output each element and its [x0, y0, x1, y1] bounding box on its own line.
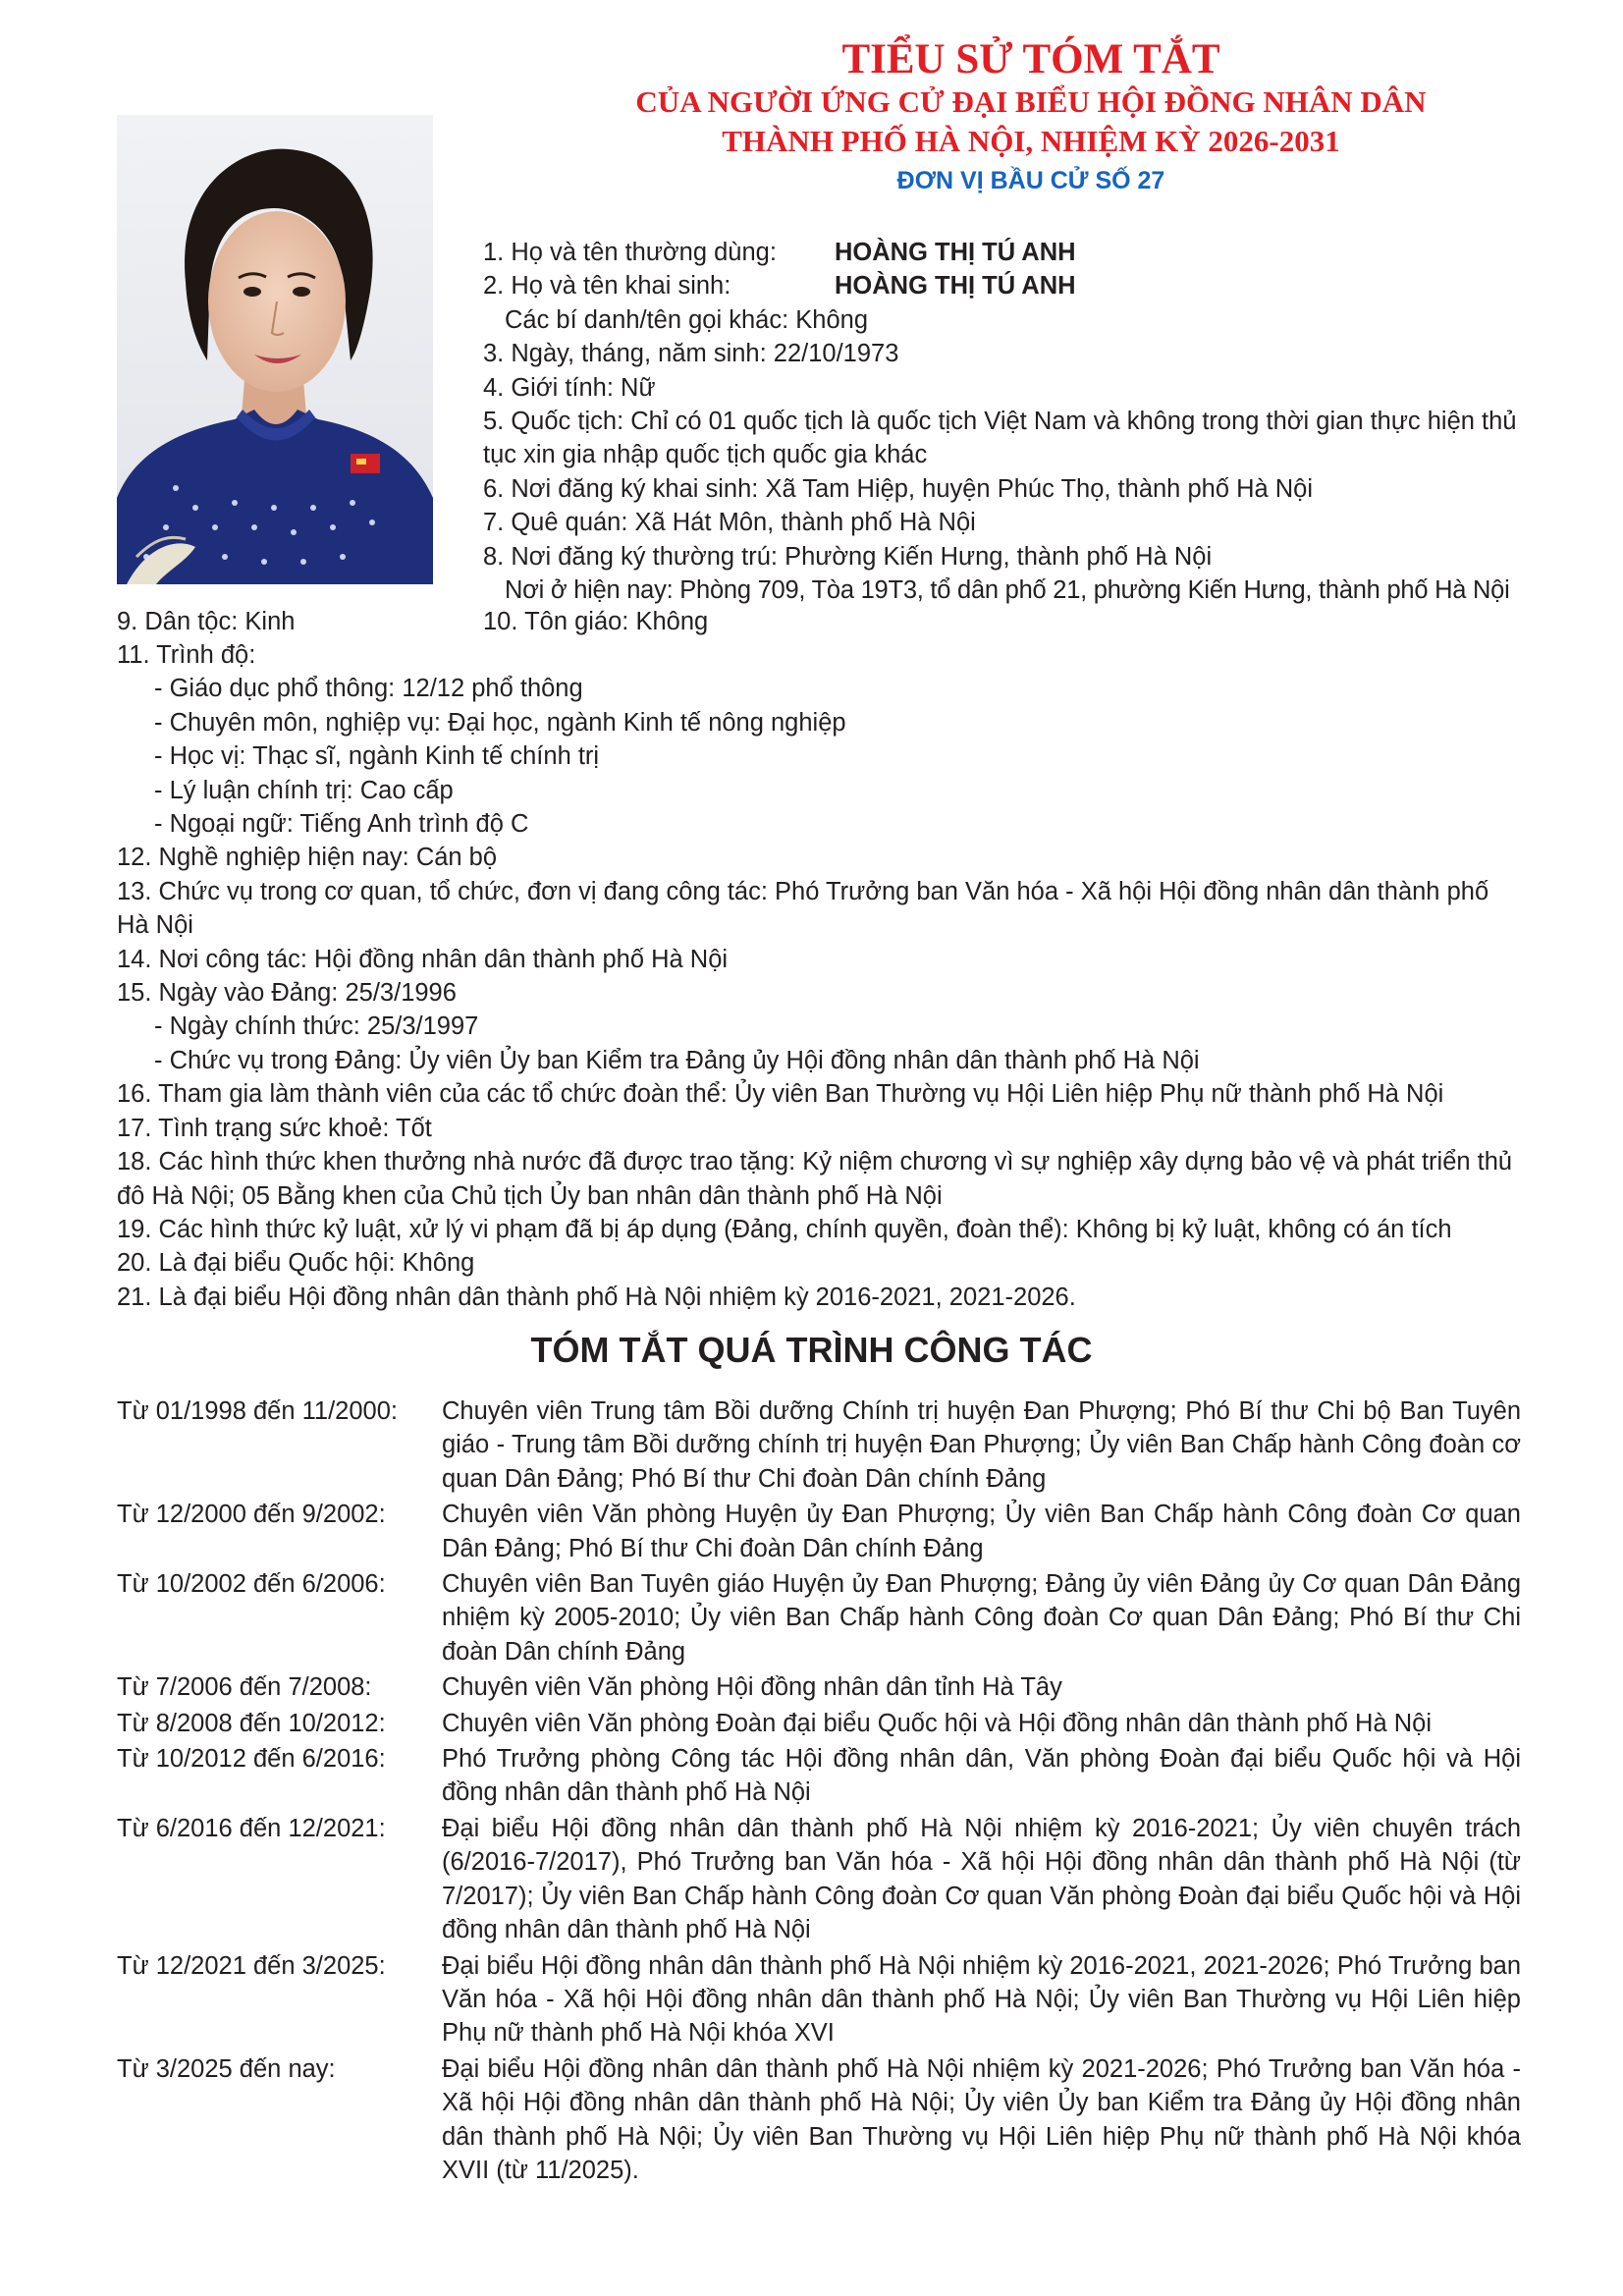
- work-history-list: [117, 1394, 1521, 2189]
- work-history-row: [117, 1394, 1521, 1496]
- common-name-value: HOÀNG THỊ TÚ ANH: [835, 239, 1076, 266]
- current-position: 13. Chức vụ trong cơ quan, tổ chức, đơn vị đang công tác: Phó Trưởng ban Văn hóa - Xã hội Hội đồng nhân dân thành phố Hà Nội: [117, 877, 1489, 940]
- document-title: TIỂU SỬ TÓM TẮT: [841, 36, 1220, 82]
- education-item: - Chuyên môn, nghiệp vụ: Đại học, ngành Kinh tế nông nghiệp: [154, 708, 846, 737]
- birth-name-label: 2. Họ và tên khai sinh:: [483, 272, 731, 301]
- work-description: Chuyên viên Văn phòng Đoàn đại biểu Quốc hội và Hội đồng nhân dân thành phố Hà Nội: [442, 1709, 1432, 1737]
- work-history-row: [117, 1707, 1521, 1740]
- portrait-photo-icon: [117, 115, 433, 584]
- work-description: Đại biểu Hội đồng nhân dân thành phố Hà Nội nhiệm kỳ 2016-2021, 2021-2026; Phó Trưởng ban Văn hóa - Xã hội Hội đồng nhân dân thành phố Hà Nội; Ủy viên Ban Thường vụ Hội Liên hiệp Phụ nữ thành phố Hà Nội khóa XVI: [442, 1951, 1521, 2048]
- header: [550, 37, 1512, 198]
- birth-name-row: [483, 269, 1543, 302]
- work-period: Từ 10/2012 đến 6/2016:: [117, 1745, 386, 1774]
- work-period: Từ 12/2021 đến 3/2025:: [117, 1951, 386, 1980]
- health-status: 17. Tình trạng sức khoẻ: Tốt: [117, 1114, 432, 1142]
- birth-name-value: HOÀNG THỊ TÚ ANH: [835, 272, 1076, 301]
- work-history-title: TÓM TẮT QUÁ TRÌNH CÔNG TÁC: [530, 1330, 1093, 1370]
- current-residence: Nơi ở hiện nay: Phòng 709, Tòa 19T3, tổ dân phố 21, phường Kiến Hưng, thành phố Hà Nội: [505, 576, 1510, 605]
- occupation: 12. Nghề nghiệp hiện nay: Cán bộ: [117, 844, 498, 872]
- party-official-date: - Ngày chính thức: 25/3/1997: [154, 1012, 479, 1041]
- permanent-residence: 8. Nơi đăng ký thường trú: Phường Kiến Hưng, thành phố Hà Nội: [483, 542, 1213, 571]
- work-description: Chuyên viên Văn phòng Huyện ủy Đan Phượng; Ủy viên Ban Chấp hành Công đoàn Cơ quan Dân Đảng; Phó Bí thư Chi đoàn Dân chính Đảng: [442, 1501, 1521, 1562]
- council-deputy: 21. Là đại biểu Hội đồng nhân dân thành phố Hà Nội nhiệm kỳ 2016-2021, 2021-2026.: [117, 1283, 1076, 1311]
- education-item: - Học vị: Thạc sĩ, ngành Kinh tế chính trị: [154, 742, 600, 771]
- work-description: Chuyên viên Văn phòng Hội đồng nhân dân tỉnh Hà Tây: [442, 1673, 1062, 1702]
- aliases: Các bí danh/tên gọi khác: Không: [505, 305, 869, 334]
- document-subtitle-1: CỦA NGƯỜI ỨNG CỬ ĐẠI BIỂU HỘI ĐỒNG NHÂN DÂN: [635, 84, 1427, 119]
- work-history-row: [117, 1742, 1521, 1810]
- common-name-row: [483, 236, 1543, 269]
- party-position: - Chức vụ trong Đảng: Ủy viên Ủy ban Kiểm tra Đảng ủy Hội đồng nhân dân thành phố Hà Nội: [154, 1046, 1200, 1074]
- mass-organizations: 16. Tham gia làm thành viên của các tổ chức đoàn thể: Ủy viên Ban Thường vụ Hội Liên hiệp Phụ nữ thành phố Hà Nội: [117, 1080, 1444, 1109]
- work-period: Từ 12/2000 đến 9/2002:: [117, 1501, 386, 1529]
- awards: 18. Các hình thức khen thưởng nhà nước đã được trao tặng: Kỷ niệm chương vì sự nghiệp xây dựng bảo vệ và phát triển thủ đô Hà Nội; 05 Bằng khen của Chủ tịch Ủy ban nhân dân thành phố Hà Nội: [117, 1148, 1513, 1210]
- document-subtitle-2: THÀNH PHỐ HÀ NỘI, NHIỆM KỲ 2026-2031: [722, 124, 1340, 158]
- portrait-photo: [117, 115, 433, 584]
- national-assembly-deputy: 20. Là đại biểu Quốc hội: Không: [117, 1249, 475, 1278]
- education-heading: 11. Trình độ:: [117, 641, 256, 669]
- nationality: 5. Quốc tịch: Chỉ có 01 quốc tịch là quốc tịch Việt Nam và không trong thời gian thực hiện thủ tục xin gia nhập quốc tịch quốc gia khác: [483, 408, 1517, 469]
- work-description: Đại biểu Hội đồng nhân dân thành phố Hà Nội nhiệm kỳ 2016-2021; Ủy viên chuyên trách (6/2016-7/2017), Phó Trưởng ban Văn hóa - Xã hội Hội đồng nhân dân thành phố Hà Nội (từ 7/2017); Ủy viên Ban Chấp hành Công đoàn Cơ quan Văn phòng Đoàn đại biểu Quốc hội và Hội đồng nhân dân thành phố Hà Nội: [442, 1814, 1521, 1944]
- work-description: Chuyên viên Trung tâm Bồi dưỡng Chính trị huyện Đan Phượng; Phó Bí thư Chi bộ Ban Tuyên giáo - Trung tâm Bồi dưỡng chính trị huyện Đan Phượng; Ủy viên Ban Chấp hành Công đoàn cơ quan Dân Đảng; Phó Bí thư Chi đoàn Dân chính Đảng: [442, 1397, 1521, 1493]
- gender: 4. Giới tính: Nữ: [483, 373, 656, 402]
- work-description: Phó Trưởng phòng Công tác Hội đồng nhân dân, Văn phòng Đoàn đại biểu Quốc hội và Hội đồng nhân dân thành phố Hà Nội: [442, 1745, 1521, 1807]
- party-join-date: 15. Ngày vào Đảng: 25/3/1996: [117, 979, 457, 1008]
- religion: 10. Tôn giáo: Không: [483, 608, 709, 635]
- education-item: - Lý luận chính trị: Cao cấp: [154, 776, 454, 804]
- work-history-row: [117, 1949, 1521, 2050]
- common-name-label: 1. Họ và tên thường dùng:: [483, 239, 777, 266]
- work-period: Từ 6/2016 đến 12/2021:: [117, 1814, 386, 1842]
- work-history-row: [117, 1498, 1521, 1565]
- electoral-unit: ĐƠN VỊ BẦU CỬ SỐ 27: [896, 167, 1165, 194]
- work-description: Chuyên viên Ban Tuyên giáo Huyện ủy Đan Phượng; Đảng ủy viên Đảng ủy Cơ quan Dân Đảng nhiệm kỳ 2005-2010; Ủy viên Ban Chấp hành Công đoàn Cơ quan Dân Đảng; Phó Bí thư Chi đoàn Dân chính Đảng: [442, 1570, 1521, 1666]
- work-period: Từ 10/2002 đến 6/2006:: [117, 1570, 386, 1599]
- education-item: - Giáo dục phổ thông: 12/12 phổ thông: [154, 675, 583, 703]
- education-item: - Ngoại ngữ: Tiếng Anh trình độ C: [154, 810, 529, 839]
- personal-info-top: [483, 236, 1543, 607]
- work-period: Từ 7/2006 đến 7/2008:: [117, 1673, 372, 1702]
- work-period: Từ 8/2008 đến 10/2012:: [117, 1709, 386, 1737]
- work-period: Từ 01/1998 đến 11/2000:: [117, 1397, 398, 1425]
- work-history-row: [117, 1812, 1521, 1947]
- workplace: 14. Nơi công tác: Hội đồng nhân dân thành phố Hà Nội: [117, 945, 729, 973]
- work-period: Từ 3/2025 đến nay:: [117, 2054, 336, 2083]
- work-history-row: [117, 2052, 1521, 2188]
- work-description: Đại biểu Hội đồng nhân dân thành phố Hà Nội nhiệm kỳ 2021-2026; Phó Trưởng ban Văn hóa - Xã hội Hội đồng nhân dân thành phố Hà Nội; Ủy viên Ủy ban Kiểm tra Đảng ủy Hội đồng nhân dân thành phố Hà Nội; Ủy viên Ban Thường vụ Hội Liên hiệp Phụ nữ thành phố Hà Nội khóa XVII (từ 11/2025).: [442, 2054, 1521, 2184]
- discipline: 19. Các hình thức kỷ luật, xử lý vi phạm đã bị áp dụng (Đảng, chính quyền, đoàn thể): Không bị kỷ luật, không có án tích: [117, 1215, 1452, 1243]
- date-of-birth: 3. Ngày, tháng, năm sinh: 22/10/1973: [483, 340, 899, 368]
- birth-registration: 6. Nơi đăng ký khai sinh: Xã Tam Hiệp, huyện Phúc Thọ, thành phố Hà Nội: [483, 474, 1314, 503]
- hometown: 7. Quê quán: Xã Hát Môn, thành phố Hà Nội: [483, 509, 976, 537]
- work-history-row: [117, 1670, 1521, 1704]
- personal-info-details: [117, 638, 1521, 1314]
- ethnicity: 9. Dân tộc: Kinh: [117, 608, 296, 635]
- work-history-row: [117, 1567, 1521, 1668]
